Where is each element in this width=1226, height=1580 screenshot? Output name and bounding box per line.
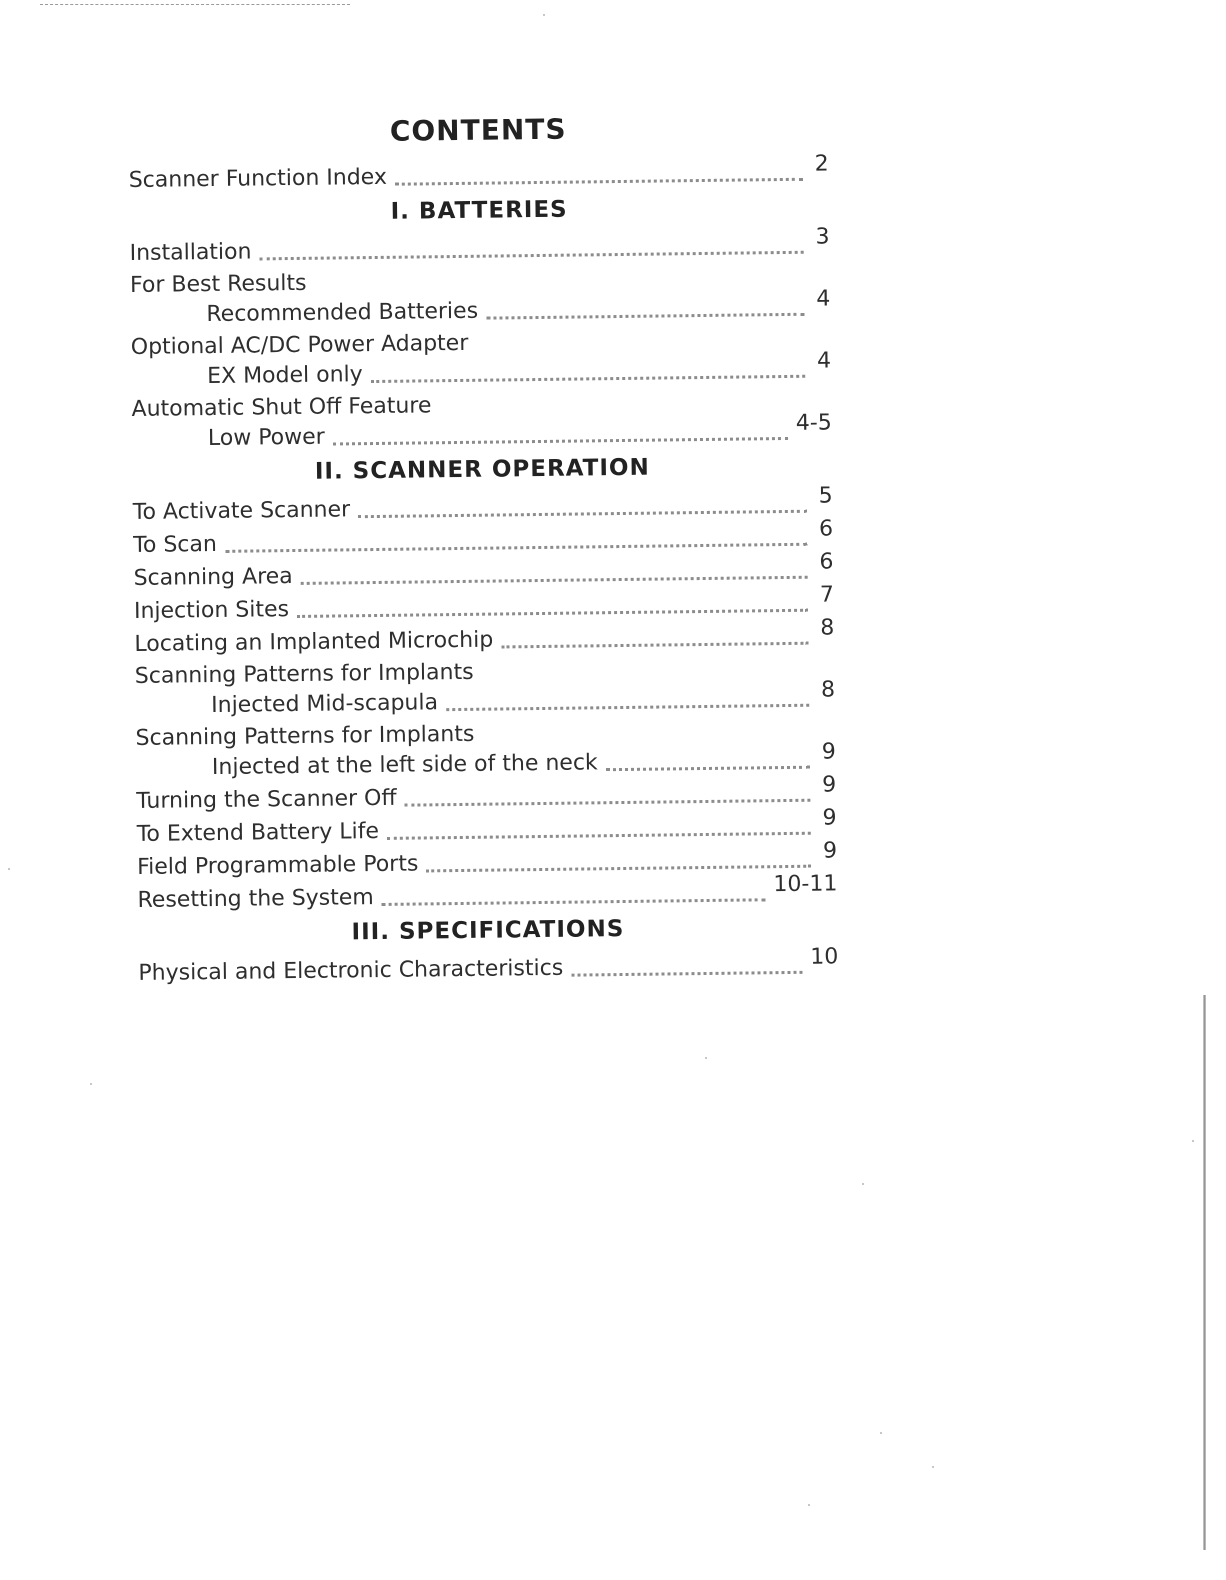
dot-leader [225, 543, 807, 553]
toc-entry-sublabel: Low Power [207, 424, 325, 452]
scan-speck [932, 1466, 934, 1468]
scan-artifact-line [40, 4, 350, 5]
toc-entry[interactable] [135, 715, 836, 784]
toc-page-number: 4 [816, 348, 832, 374]
section-heading: I. BATTERIES [390, 196, 568, 225]
toc-entry-label: Scanning Area [133, 564, 293, 591]
toc-page-number: 10 [810, 944, 839, 970]
dot-leader [405, 799, 811, 807]
toc-entry-label: Locating an Implanted Microchip [134, 627, 494, 657]
toc-entry[interactable] [131, 324, 832, 393]
scan-speck [543, 14, 545, 16]
toc-entry-label: Resetting the System [137, 885, 374, 913]
dot-leader [446, 704, 809, 711]
dot-leader [371, 375, 805, 383]
table-of-contents [128, 109, 839, 990]
toc-entry-label: Scanning Patterns for Implants [134, 659, 474, 689]
toc-entry-label: Optional AC/DC Power Adapter [130, 330, 469, 360]
toc-entry-label: Turning the Scanner Off [136, 785, 397, 814]
scan-speck [808, 1504, 810, 1506]
dot-leader [260, 251, 804, 261]
toc-page-number: 8 [820, 677, 836, 703]
toc-entry-label: For Best Results [129, 270, 307, 298]
toc-entry-label: To Extend Battery Life [136, 818, 380, 847]
scan-speck [90, 1083, 92, 1085]
toc-page-number: 2 [814, 151, 829, 177]
scan-page-edge [1203, 995, 1206, 1550]
toc-entry-label: To Activate Scanner [132, 497, 351, 525]
toc-page-number: 3 [815, 224, 830, 250]
toc-entry-label: Physical and Electronic Characteristics [138, 955, 564, 986]
dot-leader [333, 437, 788, 446]
toc-page-number: 9 [821, 739, 836, 765]
dot-leader [571, 971, 802, 977]
toc-page-number: 6 [819, 549, 834, 575]
dot-leader [606, 766, 810, 771]
toc-entry-label: To Scan [133, 531, 218, 558]
dot-leader [501, 642, 808, 649]
dot-leader [426, 865, 811, 873]
scan-speck [1192, 1140, 1194, 1142]
toc-entry[interactable] [130, 262, 831, 331]
sections-list [129, 193, 839, 988]
dot-leader [382, 898, 766, 906]
toc-entry-label: Injection Sites [133, 597, 290, 624]
section-heading: III. SPECIFICATIONS [351, 915, 625, 946]
dot-leader [301, 576, 808, 585]
toc-page-number: 5 [818, 483, 833, 509]
dot-leader [358, 510, 807, 518]
toc-entry-label: Field Programmable Ports [137, 851, 419, 880]
toc-page-number: 9 [822, 772, 837, 798]
section-heading: II. SCANNER OPERATION [314, 454, 650, 485]
toc-entry-sublabel: Recommended Batteries [206, 298, 479, 328]
toc-entry-sublabel: Injected at the left side of the neck [211, 750, 598, 781]
toc-page-number: 6 [818, 516, 834, 542]
toc-entry-sublabel: Injected Mid-scapula [211, 690, 439, 719]
scan-speck [705, 1057, 707, 1059]
toc-entry-label: Scanner Function Index [128, 164, 388, 193]
toc-entry[interactable] [137, 871, 838, 916]
scan-speck [862, 1183, 864, 1185]
toc-page-number: 9 [822, 805, 837, 831]
toc-page-number: 4 [816, 286, 831, 312]
dot-leader [387, 832, 811, 840]
toc-entry[interactable] [131, 386, 832, 455]
scan-speck [880, 1432, 882, 1434]
toc-entry[interactable] [138, 944, 839, 989]
contents-title: CONTENTS [389, 112, 567, 148]
toc-page-number: 7 [819, 582, 835, 608]
toc-page-number: 10-11 [773, 871, 838, 898]
dot-leader [297, 609, 808, 618]
front-matter-list [128, 151, 829, 196]
toc-entry-label: Scanning Patterns for Implants [135, 721, 475, 751]
toc-page-number: 4-5 [795, 410, 832, 436]
toc-entry[interactable] [135, 653, 836, 722]
toc-page-number: 9 [822, 838, 838, 864]
toc-entry-label: Installation [129, 239, 252, 266]
toc-entry-label: Automatic Shut Off Feature [131, 393, 432, 422]
scan-speck [8, 868, 10, 870]
toc-entry[interactable] [128, 151, 829, 196]
toc-entry-sublabel: EX Model only [207, 362, 363, 390]
toc-page-number: 8 [820, 615, 835, 641]
dot-leader [486, 313, 804, 320]
dot-leader [395, 178, 803, 186]
